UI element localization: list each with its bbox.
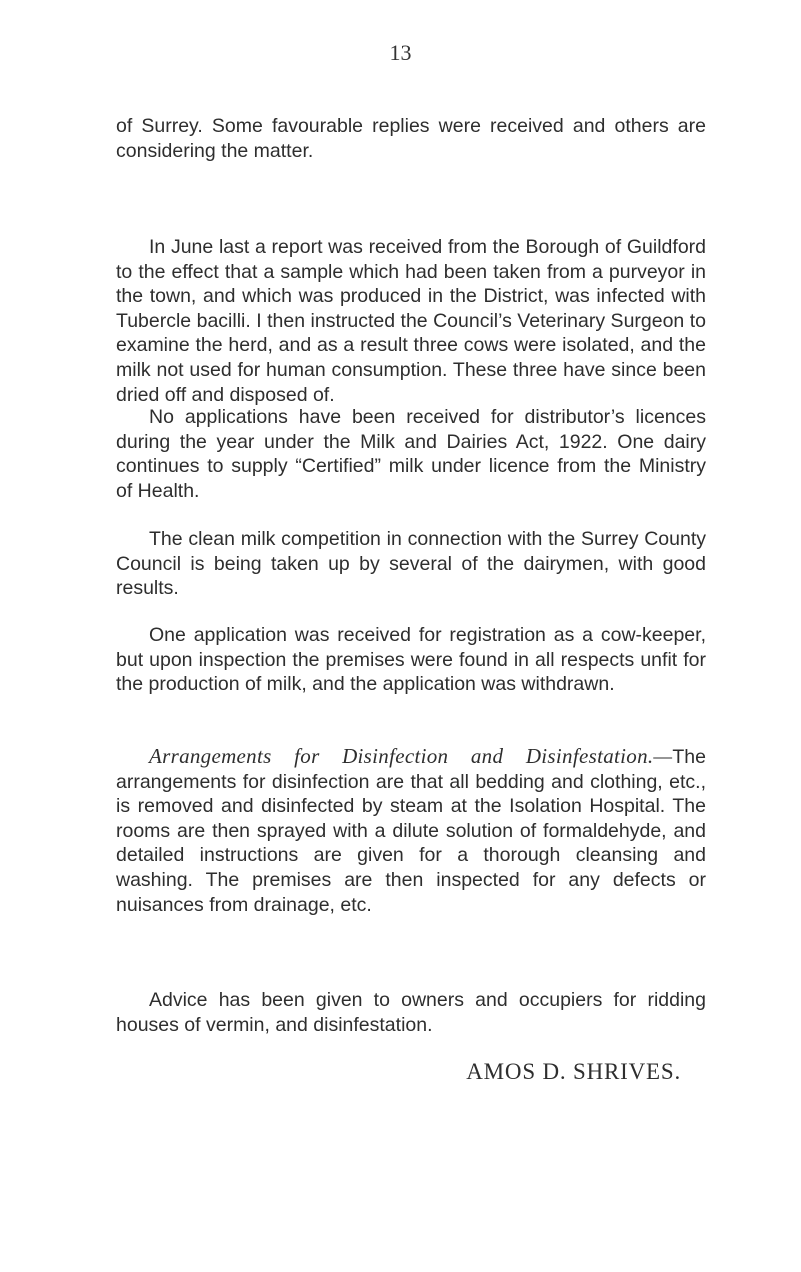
paragraph-guildford-report: In June last a report was received from the Borough of Guildford to the effect that a sample which had been taken from a purveyor in the town, and which was produced in the District, was infected with Tubercle bacilli. I then instructed the Council’s Veterinary Surgeon to examine the herd, and as a result three cows were isolated, and the milk not used for human consumption. These three have since been dried off and disposed of. [116, 236, 706, 406]
paragraph-distributor-licences: No applications have been received for distributor’s licences during the year under the Milk and Dairies Act, 1922. One dairy continues to supply “Certified” milk under licence from the Ministry of Health. [116, 406, 706, 502]
section-heading-disinfection: Arrangements for Disinfection and Disinfestation.— [149, 744, 673, 768]
paragraph-vermin-advice: Advice has been given to owners and occupiers for ridding houses of vermin, and disinfestation. [116, 989, 706, 1036]
paragraph-disinfection-arrangements [116, 744, 706, 917]
paragraph-cowkeeper-application: One application was received for registration as a cow-keeper, but upon inspection the premises were found in all respects unfit for the production of milk, and the application was withdrawn. [116, 624, 706, 696]
paragraph-clean-milk-competition: The clean milk competition in connection with the Surrey County Council is being taken up by several of the dairymen, with good results. [116, 528, 706, 600]
signature: AMOS D. SHRIVES. [466, 1059, 681, 1084]
paragraph-surrey-replies: of Surrey. Some favourable replies were received and others are considering the matter. [116, 115, 706, 162]
disinfection-body-text: The arrangements for disinfection are that all bedding and clothing, etc., is removed and disinfected by steam at the Isolation Hospital. The rooms are then sprayed with a dilute solution of formaldehyde, and detailed instructions are given for a thorough cleansing and washing. The premises are then inspected for any defects or nuisances from drainage, etc. [116, 746, 706, 916]
page-number: 13 [389, 40, 412, 65]
